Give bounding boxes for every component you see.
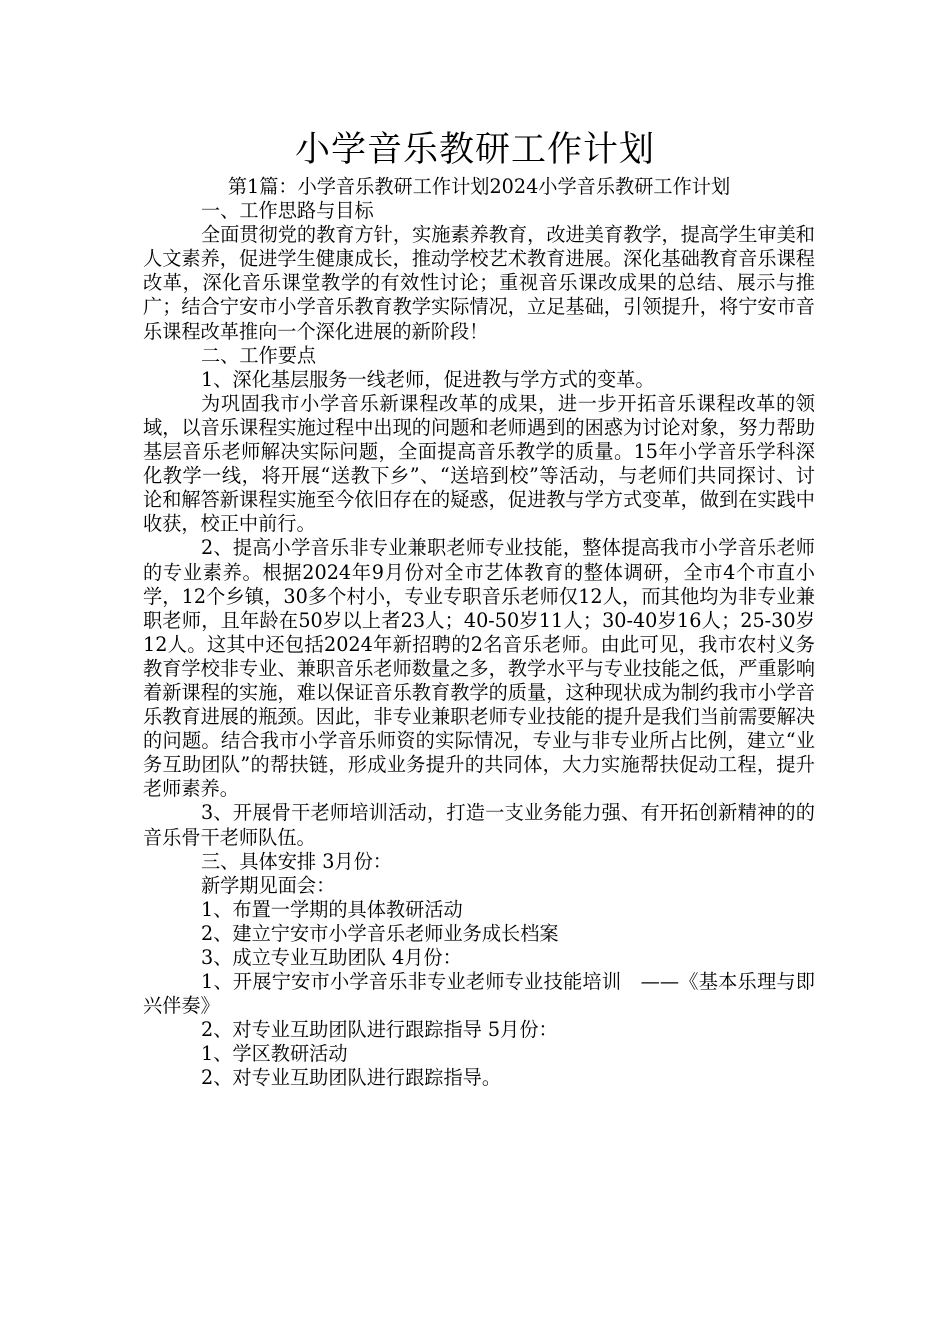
section-heading: 二、工作要点 <box>201 343 317 367</box>
list-item: 3、成立专业互助团队 4月份： <box>201 946 462 969</box>
list-item: 2、对专业互助团队进行跟踪指导 5月份： <box>201 1018 558 1042</box>
list-item: 1、开展宁安市小学音乐非专业老师专业技能培训 ——《基本乐理与即兴伴奏》 <box>143 970 815 1018</box>
section-heading: 三、具体安排 3月份： <box>201 849 392 873</box>
paragraph: 为巩固我市小学音乐新课程改革的成果，进一步开拓音乐课程改革的领域，以音乐课程实施过程中出现的问题和老师遇到的困惑为讨论对象，努力帮助基层音乐老师解决实际问题，全面提高音乐教学的质量。15年小学音乐学科深化教学一线，将开展“送教下乡”、“送培到校”等活动，与老师们共同探讨、讨论和解答新课程实施至今依旧存在的疑惑，促进教与学方式变革，做到在实践中收获，校正中前行。 <box>143 391 815 536</box>
list-item: 1、布置一学期的具体教研活动 <box>201 897 463 921</box>
list-item: 2、对专业互助团队进行跟踪指导。 <box>201 1066 502 1090</box>
list-item: 1、学区教研活动 <box>201 1042 348 1066</box>
paragraph: 2、提高小学音乐非专业兼职老师专业技能，整体提高我市小学音乐老师的专业素养。根据2024年9月份对全市艺体教育的整体调研，全市4个市直小学，12个乡镇，30多个村小，专业专职音乐老师仅12人，而其他均为非专业兼职老师，且年龄在50岁以上者23人；40-50岁11人；30-40岁16人；25-30岁12人。这其中还包括2024年新招聘的2名音乐老师。由此可见，我市农村义务教育学校非专业、兼职音乐老师数量之多，教学水平与专业技能之低，严重影响着新课程的实施，难以保证音乐教育教学的质量，这种现状成为制约我市小学音乐教育进展的瓶颈。因此，非专业兼职老师专业技能的提升是我们当前需要解决的问题。结合我市小学音乐师资的实际情况，专业与非专业所占比例，建立“业务互助团队”的帮扶链，形成业务提升的共同体，大力实施帮扶促动工程，提升老师素养。 <box>143 536 815 801</box>
document-body <box>143 175 815 1091</box>
list-item: 新学期见面会： <box>201 873 336 897</box>
paragraph: 3、开展骨干老师培训活动，打造一支业务能力强、有开拓创新精神的的音乐骨干老师队伍。 <box>143 801 815 849</box>
document-subtitle: 第1篇：小学音乐教研工作计划2024小学音乐教研工作计划 <box>227 175 731 198</box>
section-heading: 一、工作思路与目标 <box>201 199 374 223</box>
document-title: 小学音乐教研工作计划 <box>294 130 655 170</box>
list-item: 1、深化基层服务一线老师，促进教与学方式的变革。 <box>201 367 655 391</box>
list-item: 2、建立宁安市小学音乐老师业务成长档案 <box>201 921 559 945</box>
paragraph: 全面贯彻党的教育方针，实施素养教育，改进美育教学，提高学生审美和人文素养，促进学生健康成长，推动学校艺术教育进展。深化基础教育音乐课程改革，深化音乐课堂教学的有效性讨论；重视音乐课改成果的总结、展示与推广；结合宁安市小学音乐教育教学实际情况，立足基础，引领提升，将宁安市音乐课程改革推向一个深化进展的新阶段！ <box>143 223 815 343</box>
